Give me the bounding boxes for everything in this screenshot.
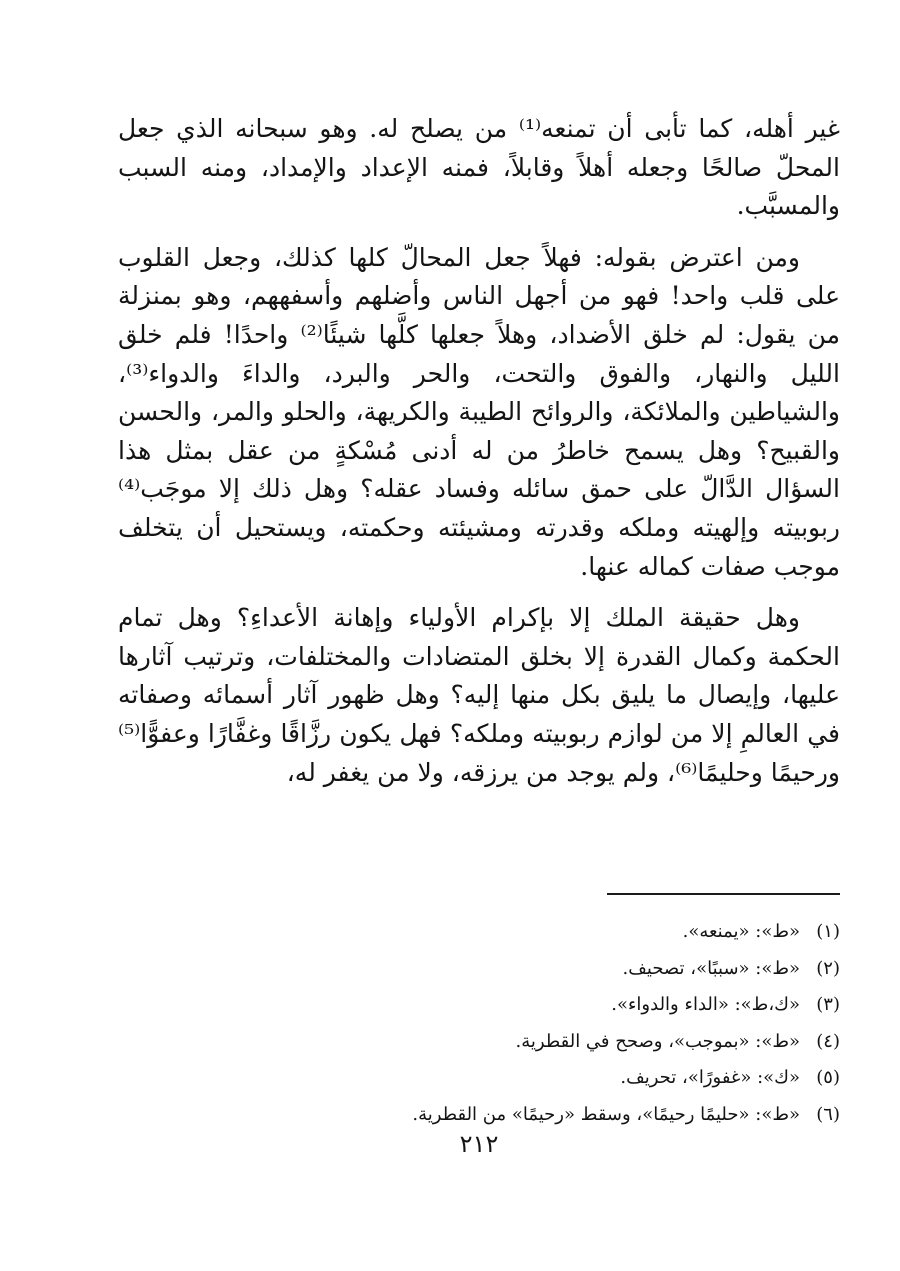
footnote-text: «ك،ط»: «الداء والدواء». (611, 994, 800, 1016)
footnote-2 (118, 951, 840, 988)
footnote-number: (٣) (816, 994, 840, 1016)
book-page (118, 110, 840, 1210)
footnote-number: (٥) (816, 1067, 840, 1089)
footnote-number: (٦) (816, 1103, 840, 1125)
footnote-4 (118, 1024, 840, 1061)
footnote-number: (٢) (816, 957, 840, 979)
footnote-text: «ط»: «سببًا»، تصحيف. (622, 957, 800, 979)
paragraph-2: ومن اعترض بقوله: فهلاً جعل المحالّ كلها كذلك، وجعل القلوب على قلب واحد! فهو من أجهل الناس وأضلهم وأسفههم، وهو بمنزلة من يقول: لم خلق الأضداد، وهلاً جعلها كلَّها شيئًا⁽²⁾ واحدًا! فلم خلق الليل والنهار، والفوق والتحت، والحر والبرد، والداءَ والدواء⁽³⁾، والشياطين والملائكة، والروائح الطيبة والكريهة، والحلو والمر، والحسن والقبيح؟ وهل يسمح خاطرُ من له أدنى مُسْكةٍ من عقل بمثل هذا السؤال الدَّالّ على حمق سائله وفساد عقله؟ وهل ذلك إلا موجَب⁽⁴⁾ ربوبيته وإلهيته وملكه وقدرته ومشيئته وحكمته، ويستحيل أن يتخلف موجب صفات كماله عنها. (118, 242, 841, 581)
footnote-6 (118, 1097, 840, 1134)
footnotes-list (118, 914, 840, 1134)
page-number: ٢١٢ (459, 1130, 499, 1158)
footnote-text: «ط»: «يمنعه». (682, 921, 800, 942)
footnote-separator (607, 893, 840, 895)
footnote-number: (٤) (816, 1030, 840, 1052)
main-text (118, 110, 840, 792)
paragraph-3: وهل حقيقة الملك إلا بإكرام الأولياء وإهانة الأعداءِ؟ وهل تمام الحكمة وكمال القدرة إلا بخلق المتضادات والمختلفات، وترتيب آثارها عليها، وإيصال ما يليق بكل منها إليه؟ وهل ظهور آثار أسمائه وصفاته في العالمِ إلا من لوازم ربوبيته وملكه؟ فهل يكون رزَّاقًا وغفَّارًا وعفوًّا⁽⁵⁾ ورحيمًا وحليمًا⁽⁶⁾، ولم يوجد من يرزقه، ولا من يغفر له، (118, 603, 840, 787)
footnote-number: (١) (816, 921, 840, 942)
paragraph-1: غير أهله، كما تأبى أن تمنعه⁽¹⁾ من يصلح له. وهو سبحانه الذي جعل المحلّ صالحًا وجعله أهلاً وقابلاً، فمنه الإعداد والإمداد، ومنه السبب والمسبَّب. (118, 114, 840, 221)
footnote-text: «ك»: «غفورًا»، تحريف. (620, 1067, 800, 1089)
footnote-text: «ط»: «حليمًا رحيمًا»، وسقط «رحيمًا» من القطرية. (412, 1103, 800, 1125)
footnote-text: «ط»: «بموجب»، وصحح في القطرية. (515, 1030, 800, 1052)
footnote-1 (118, 914, 840, 951)
footnote-5 (118, 1060, 840, 1097)
footnote-3 (118, 987, 840, 1024)
